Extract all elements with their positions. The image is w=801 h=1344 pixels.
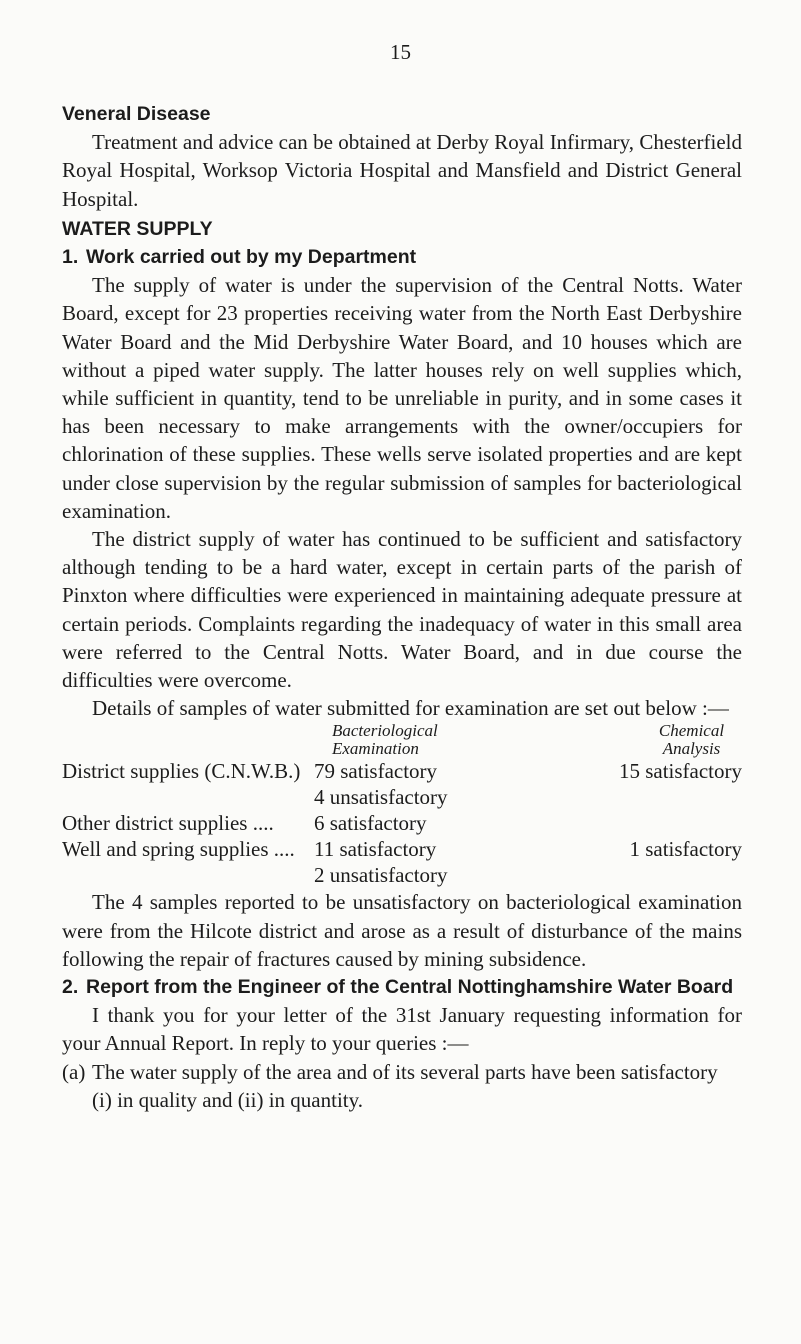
section-number: 2.	[62, 976, 79, 999]
paragraph-district-supply: The district supply of water has continued to be sufficient and satisfactory although tending to be a hard water, except in certain parts of the parish of Pinxton where difficulties were experienced in maintaining adequate pressure at certain periods. Complaints regarding the inadequacy of water in this small area were referred to the Central Notts. Water Board, and in due course the difficulties were overcome.	[62, 527, 742, 693]
subheading-engineer-report	[62, 973, 742, 1001]
table-row: Well and spring supplies .... 11 satisfactory 1 satisfactory	[62, 837, 742, 862]
table-header-row	[62, 722, 742, 758]
item-label: (a)	[62, 1059, 86, 1084]
column-header-chemical: Chemical Analysis	[658, 721, 725, 759]
paragraph-veneral-disease: Treatment and advice can be obtained at Derby Royal Infirmary, Chesterfield Royal Hospital, Worksop Victoria Hospital and Mansfield and District General Hospital.	[62, 130, 742, 211]
section-title: Report from the Engineer of the Central Nottinghamshire Water Board	[86, 976, 734, 999]
table-row: District supplies (C.N.W.B.) 79 satisfactory 15 satisfactory	[62, 759, 742, 784]
paragraph-details-intro: Details of samples of water submitted for examination are set out below :—	[92, 696, 729, 721]
paragraph-supervision: The supply of water is under the supervision of the Central Notts. Water Board, except for 23 properties receiving water from the North East Derbyshire Water Board and the Mid Derbyshire Water Board, and 10 houses which are without a piped water supply. The latter houses rely on well supplies which, while sufficient in quantity, tend to be unreliable in purity, and in some cases it has been necessary to make arrangements with the owner/occupiers for chlorination of these supplies. These wells serve isolated properties and are kept under close supervision by the regular submission of samples for bacteriological examination.	[62, 273, 742, 523]
table-row: Other district supplies .... 6 satisfactory	[62, 811, 427, 836]
section-number: 1.	[62, 246, 79, 269]
samples-table	[62, 722, 742, 888]
item-text: The water supply of the area and of its several parts have been satisfactory (i) in quality and (ii) in quantity.	[92, 1059, 718, 1112]
page-number: 15	[390, 40, 411, 64]
table-row: 2 unsatisfactory	[314, 863, 448, 888]
table-row: 4 unsatisfactory	[314, 785, 448, 810]
subheading-work-carried-out	[62, 243, 742, 271]
list-item	[62, 1058, 742, 1114]
heading-veneral-disease: Veneral Disease	[62, 103, 211, 125]
heading-water-supply: WATER SUPPLY	[62, 217, 213, 240]
section-title: Work carried out by my Department	[86, 246, 417, 269]
paragraph-letter: I thank you for your letter of the 31st January requesting information for your Annual Report. In reply to your queries :—	[62, 1003, 742, 1056]
column-header-bacteriological: Bacteriological Examination	[332, 721, 438, 759]
paragraph-unsatisfactory-samples: The 4 samples reported to be unsatisfactory on bacteriological examination were from the Hilcote district and arose as a result of disturbance of the mains following the repair of fractures caused by mining subsidence.	[62, 890, 742, 971]
document-body	[62, 100, 742, 1114]
